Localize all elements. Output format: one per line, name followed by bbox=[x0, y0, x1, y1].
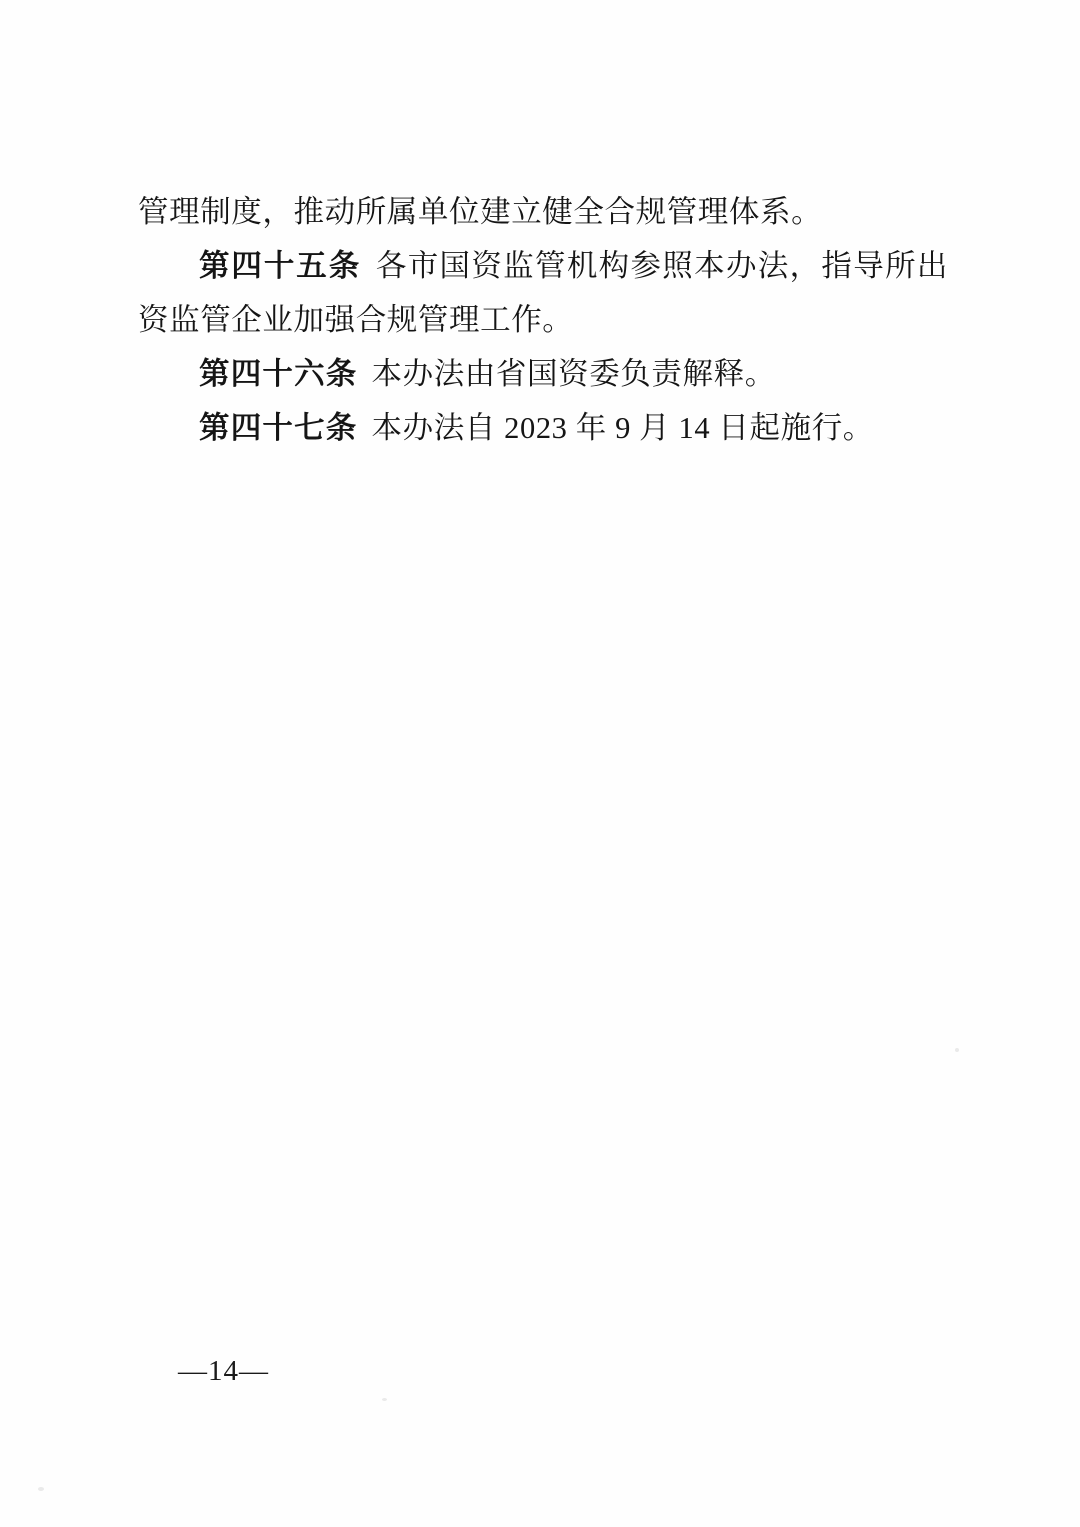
article-text-47: 本办法自 2023 年 9 月 14 日起施行。 bbox=[371, 411, 874, 445]
document-body bbox=[138, 185, 948, 455]
article-text-46: 本办法由省国资委负责解释。 bbox=[371, 357, 776, 391]
article-label-46: 第四十六条 bbox=[199, 357, 358, 391]
paper-speck bbox=[382, 1398, 387, 1401]
paragraph-text: 管理制度，推动所属单位建立健全合规管理体系。 bbox=[138, 195, 823, 229]
paragraph-article-46 bbox=[138, 347, 948, 401]
paper-speck bbox=[955, 1048, 959, 1052]
article-label-45: 第四十五条 bbox=[199, 249, 362, 283]
paragraph-article-45 bbox=[138, 239, 948, 347]
paragraph-continued bbox=[138, 185, 948, 239]
paper-speck bbox=[38, 1487, 44, 1491]
paragraph-article-47 bbox=[138, 401, 948, 455]
page-number: —14— bbox=[178, 1355, 269, 1387]
article-label-47: 第四十七条 bbox=[199, 411, 358, 445]
article-text-45: 各市国资监管机构参照本办法，指导所出资监管企业加强合规管理工作。 bbox=[138, 249, 948, 337]
